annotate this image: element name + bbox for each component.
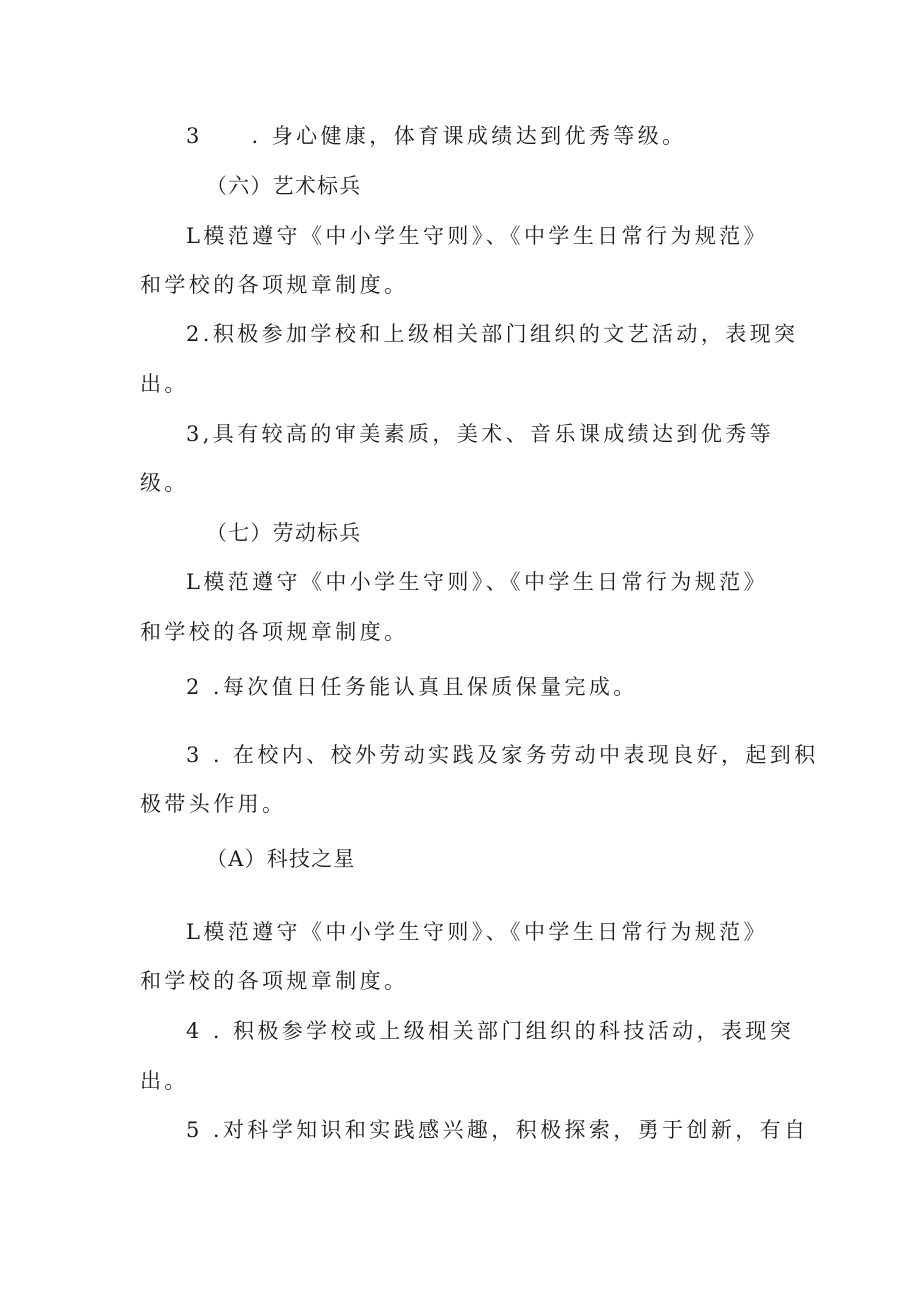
section-heading-art-model: （六）艺术标兵 <box>206 174 362 198</box>
section-heading-labor-model: （七）劳动标兵 <box>206 521 362 545</box>
labor-item-1-line-1: L模范遵守《中小学生守则》、《中学生日常行为规范》 <box>186 570 768 594</box>
art-item-1-line-1: L模范遵守《中小学生守则》、《中学生日常行为规范》 <box>186 224 768 248</box>
labor-item-2: 2 .每次值日任务能认真且保质保量完成。 <box>186 675 638 699</box>
art-item-3-line-1: 3,具有较高的审美素质，美术、音乐课成绩达到优秀等 <box>186 422 775 446</box>
tech-item-4-line-1: 4 . 积极参学校或上级相关部门组织的科技活动，表现突 <box>186 1019 795 1043</box>
item-3-physical-health: 3 . 身心健康，体育课成绩达到优秀等级。 <box>186 124 687 148</box>
art-item-2-line-1: 2.积极参加学校和上级相关部门组织的文艺活动，表现突 <box>186 322 799 346</box>
section-heading-tech-star: （A）科技之星 <box>206 847 356 871</box>
art-item-3-line-2: 级。 <box>140 471 189 495</box>
tech-item-1-line-2: 和学校的各项规章制度。 <box>140 969 409 993</box>
tech-item-4-line-2: 出。 <box>140 1069 189 1093</box>
tech-item-1-line-1: L模范遵守《中小学生守则》、《中学生日常行为规范》 <box>186 920 768 944</box>
art-item-2-line-2: 出。 <box>140 372 189 396</box>
art-item-1-line-2: 和学校的各项规章制度。 <box>140 273 409 297</box>
labor-item-3-line-1: 3 . 在校内、校外劳动实践及家务劳动中表现良好，起到积 <box>186 743 819 767</box>
labor-item-1-line-2: 和学校的各项规章制度。 <box>140 620 409 644</box>
tech-item-5-line-1: 5 .对科学知识和实践感兴趣，积极探索，勇于创新，有自 <box>186 1118 809 1142</box>
labor-item-3-line-2: 极带头作用。 <box>140 792 287 816</box>
